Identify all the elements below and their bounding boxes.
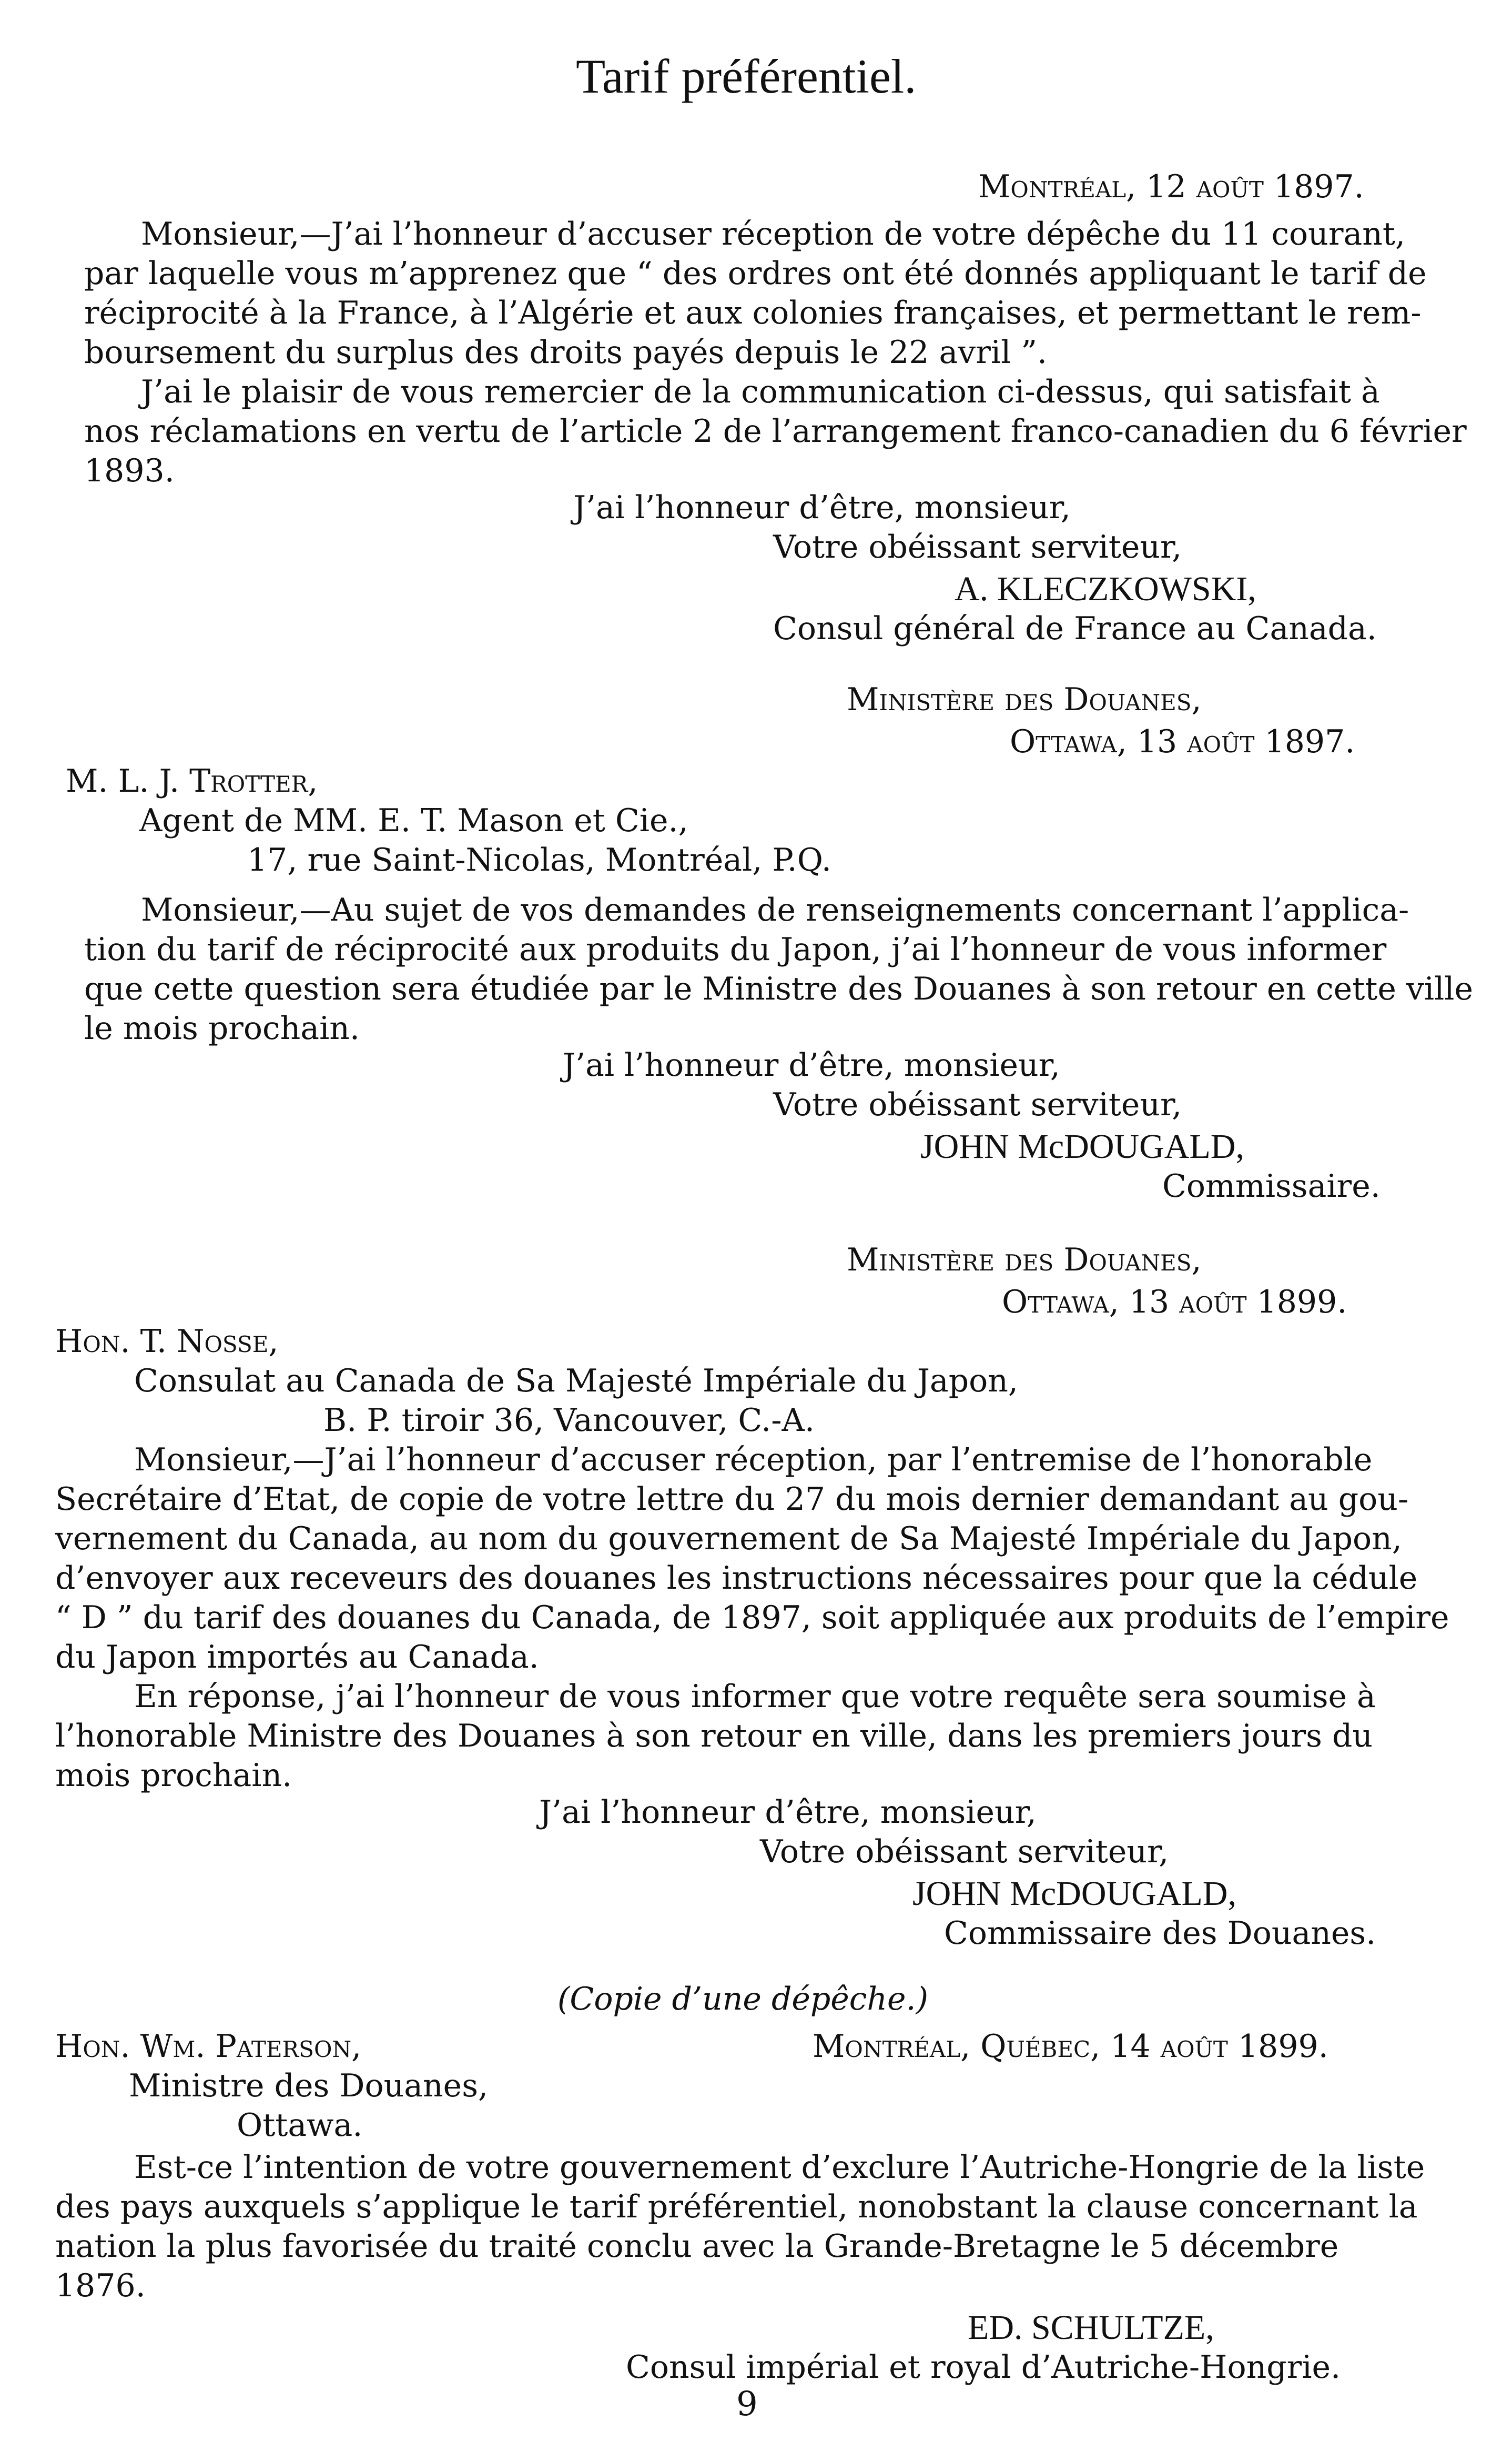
letter1-line: nos réclamations en vertu de l’article 2 de l’arrangement franco-canadien du 6 février <box>84 413 1467 450</box>
letter2-line: tion du tarif de réciprocité aux produits du Japon, j’ai l’honneur de vous informer <box>84 931 1387 968</box>
letter3-servant: Votre obéissant serviteur, <box>760 1833 1169 1870</box>
letter3-line: Monsieur,—J’ai l’honneur d’accuser réception, par l’entremise de l’honorable <box>134 1441 1373 1478</box>
letter3-line: mois prochain. <box>55 1757 292 1794</box>
letter3-line: l’honorable Ministre des Douanes à son retour en ville, dans les premiers jours du <box>55 1718 1373 1754</box>
letter3-ministry: Ministère des Douanes, <box>847 1242 1202 1278</box>
letter2-role: Commissaire. <box>1162 1168 1381 1205</box>
letter4-signature: ED. SCHULTZE, <box>968 2308 1214 2347</box>
letter4-addressee: Hon. Wm. Paterson, <box>55 2028 362 2065</box>
letter2-line: le mois prochain. <box>84 1010 360 1047</box>
letter3-dateline: Ottawa, 13 août 1899. <box>1002 1284 1347 1320</box>
letter1-servant: Votre obéissant serviteur, <box>773 529 1182 566</box>
letter3-line: vernement du Canada, au nom du gouvernement de Sa Majesté Impériale du Japon, <box>55 1520 1402 1557</box>
letter3-signature: JOHN McDOUGALD, <box>912 1874 1236 1913</box>
letter3-addressee: Consulat au Canada de Sa Majesté Impériale du Japon, <box>134 1363 1018 1399</box>
letter2-line: Monsieur,—Au sujet de vos demandes de renseignements concernant l’applica- <box>141 892 1409 929</box>
letter4-role: Consul impérial et royal d’Autriche-Hongrie. <box>626 2349 1341 2386</box>
letter3-addressee: B. P. tiroir 36, Vancouver, C.-A. <box>323 1402 815 1439</box>
letter4-line: nation la plus favorisée du traité conclu avec la Grande-Bretagne le 5 décembre <box>55 2228 1339 2265</box>
letter1-role: Consul général de France au Canada. <box>773 610 1377 647</box>
letter4-dateline: Montréal, Québec, 14 août 1899. <box>813 2028 1328 2065</box>
letter1-line: par laquelle vous m’apprenez que “ des ordres ont été donnés appliquant le tarif de <box>84 255 1427 292</box>
letter2-addressee: 17, rue Saint-Nicolas, Montréal, P.Q. <box>247 842 831 879</box>
letter3-closing: J’ai l’honneur d’être, monsieur, <box>539 1794 1037 1831</box>
letter4-line: des pays auxquels s’applique le tarif préférentiel, nonobstant la clause concernant la <box>55 2188 1418 2225</box>
letter3-line: En réponse, j’ai l’honneur de vous informer que votre requête sera soumise à <box>134 1678 1376 1715</box>
letter2-addressee: M. L. J. Trotter, <box>66 763 318 800</box>
letter1-line: boursement du surplus des droits payés depuis le 22 avril ”. <box>84 334 1048 371</box>
letter3-line: d’envoyer aux receveurs des douanes les instructions nécessaires pour que la cédule <box>55 1560 1418 1597</box>
letter3-role: Commissaire des Douanes. <box>944 1915 1376 1952</box>
page-title: Tarif préférentiel. <box>576 49 917 103</box>
letter3-line: “ D ” du tarif des douanes du Canada, de 1897, soit appliquée aux produits de l’empire <box>55 1599 1449 1636</box>
letter2-ministry: Ministère des Douanes, <box>847 681 1202 718</box>
letter2-servant: Votre obéissant serviteur, <box>773 1086 1182 1123</box>
letter1-line: J’ai le plaisir de vous remercier de la communication ci-dessus, qui satisfait à <box>141 374 1380 410</box>
letter4-line: Est-ce l’intention de votre gouvernement d’exclure l’Autriche-Hongrie de la liste <box>134 2149 1425 2186</box>
letter2-closing: J’ai l’honneur d’être, monsieur, <box>563 1047 1060 1084</box>
letter1-line: réciprocité à la France, à l’Algérie et aux colonies françaises, et permettant le rem- <box>84 295 1422 331</box>
letter3-line: Secrétaire d’Etat, de copie de votre lettre du 27 du mois dernier demandant au gou- <box>55 1481 1409 1518</box>
letter4-addressee: Ministre des Douanes, <box>129 2067 489 2104</box>
letter2-line: que cette question sera étudiée par le Ministre des Douanes à son retour en cette ville <box>84 971 1473 1007</box>
letter2-addressee: Agent de MM. E. T. Mason et Cie., <box>139 802 688 839</box>
letter2-signature: JOHN McDOUGALD, <box>920 1127 1244 1166</box>
letter4-heading: (Copie d’une dépêche.) <box>557 1981 929 2017</box>
letter1-line: 1893. <box>84 452 175 489</box>
letter2-dateline: Ottawa, 13 août 1897. <box>1010 723 1355 760</box>
letter4-addressee: Ottawa. <box>237 2107 363 2144</box>
letter3-line: du Japon importés au Canada. <box>55 1639 539 1676</box>
letter4-line: 1876. <box>55 2267 146 2304</box>
letter1-dateline: Montréal, 12 août 1897. <box>978 168 1364 205</box>
letter1-line: Monsieur,—J’ai l’honneur d’accuser réception de votre dépêche du 11 courant, <box>141 216 1406 253</box>
letter3-addressee: Hon. T. Nosse, <box>55 1323 279 1360</box>
page-number: 9 <box>736 2385 758 2424</box>
letter1-closing: J’ai l’honneur d’être, monsieur, <box>573 489 1071 526</box>
letter1-signature: A. KLECZKOWSKI, <box>955 570 1256 608</box>
